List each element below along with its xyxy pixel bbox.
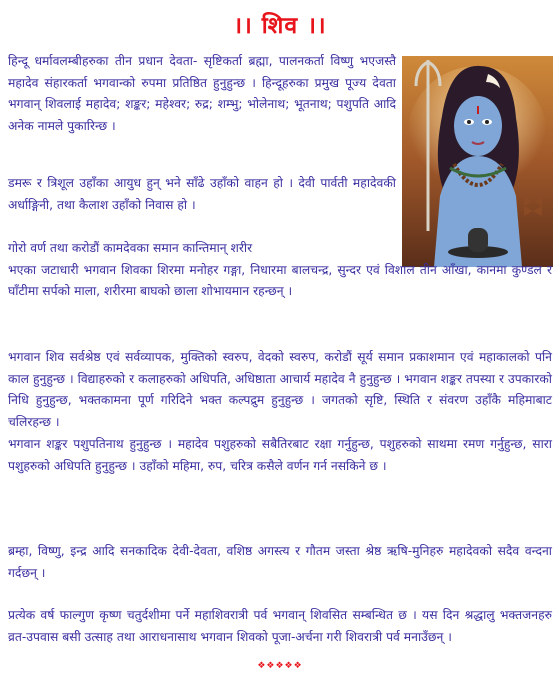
paragraph-pashupatinath: भगवान शङ्कर पशुपतिनाथ हुनुहुन्छ । महादेव पशुहरुको सबैतिरबाट रक्षा गर्नुहुन्छ, पशुहरुको साथमा रमण गर्नुहुन्छ, सारा पशुहरुको अधिपति हुनुहुन्छ । उहाँको महिमा, रुप, चरित्र कसैले वर्णन गर्न नसकिने छ ।	[8, 437, 552, 473]
paragraph-appearance	[8, 238, 552, 303]
shiva-illustration	[402, 56, 553, 267]
paragraph-appearance-rest: भएका जटाधारी भगवान शिवका शिरमा मनोहर गङ्गा, निधारमा बालचन्द्र, सुन्दर एवं विशाल तीन आँखा, कानमा कुण्डल र घाँटीमा सर्पको माला, शरीरमा बाघको छाला शोभायमान रहन्छन् ।	[8, 262, 552, 298]
paragraph-supremacy: भगवान शिव सर्वश्रेष्ठ एवं सर्वव्यापक, मुक्तिको स्वरुप, वेदको स्वरुप, करोडौं सूर्य समान प्रकाशमान एवं महाकालको पनि काल हुनुहुन्छ । विद्याहरुको र कलाहरुको अधिपति, अधिष्ठाता आचार्य महादेव नै हुनुहुन्छ । भगवान शङ्कर तपस्या र उपकारको निधि हुनुहुन्छ, भक्तकामना पूर्ण गरिदिने भक्त कल्पद्रुम हुनुहुन्छ । जगतको सृष्टि, स्थिति र संवरण उहाँकै महिमाबाट चलिरहन्छ ।	[8, 350, 552, 429]
paragraph-weapons: डमरू र त्रिशूल उहाँका आयुध हुन् भने साँढे उहाँको वाहन हो । देवी पार्वती महादेवकी अर्धाङ्गिनी, तथा कैलाश उहाँको निवास हो ।	[8, 176, 396, 212]
paragraph-intro: हिन्दू धर्मावलम्बीहरुका तीन प्रधान देवता- सृष्टिकर्ता ब्रह्मा, पालनकर्ता विष्णु भएजस्तै महादेव संहारकर्ता भगवान्को रुपमा प्रतिष्ठित हुनुहुन्छ । हिन्दूहरुका प्रमुख पूज्य देवता भगवान् शिवलाई महादेव; शङ्कर; महेश्वर; रुद्र; शम्भु; भोलेनाथ; भूतनाथ; पशुपति आदि अनेक नामले पुकारिन्छ ।	[8, 54, 396, 133]
footer-ornament: ❖❖❖❖❖	[257, 661, 303, 671]
shiva-image	[402, 56, 553, 267]
page-title: ।। शिव ।।	[233, 13, 327, 39]
paragraph-shivaratri: प्रत्येक वर्ष फाल्गुण कृष्ण चतुर्दशीमा पर्ने महाशिवरात्री पर्व भगवान् शिवसित सम्बन्धित छ । यस दिन श्रद्धालु भक्तजनहरु व्रत-उपवास बसी उत्साह तथा आराधनासाथ भगवान शिवको पूजा-अर्चना गरी शिवरात्री पर्व मनाउँछन् ।	[8, 608, 552, 644]
paragraph-worship: ब्रम्हा, विष्णु, इन्द्र आदि सनकादिक देवी-देवता, वशिष्ठ अगस्त्य र गौतम जस्ता श्रेष्ठ ऋषि-मुनिहरु महादेवको सदैव वन्दना गर्दछन् ।	[8, 544, 552, 580]
paragraph-appearance-line1: गोरो वर्ण तथा करोडौं कामदेवका समान कान्तिमान् शरीर	[8, 241, 253, 255]
